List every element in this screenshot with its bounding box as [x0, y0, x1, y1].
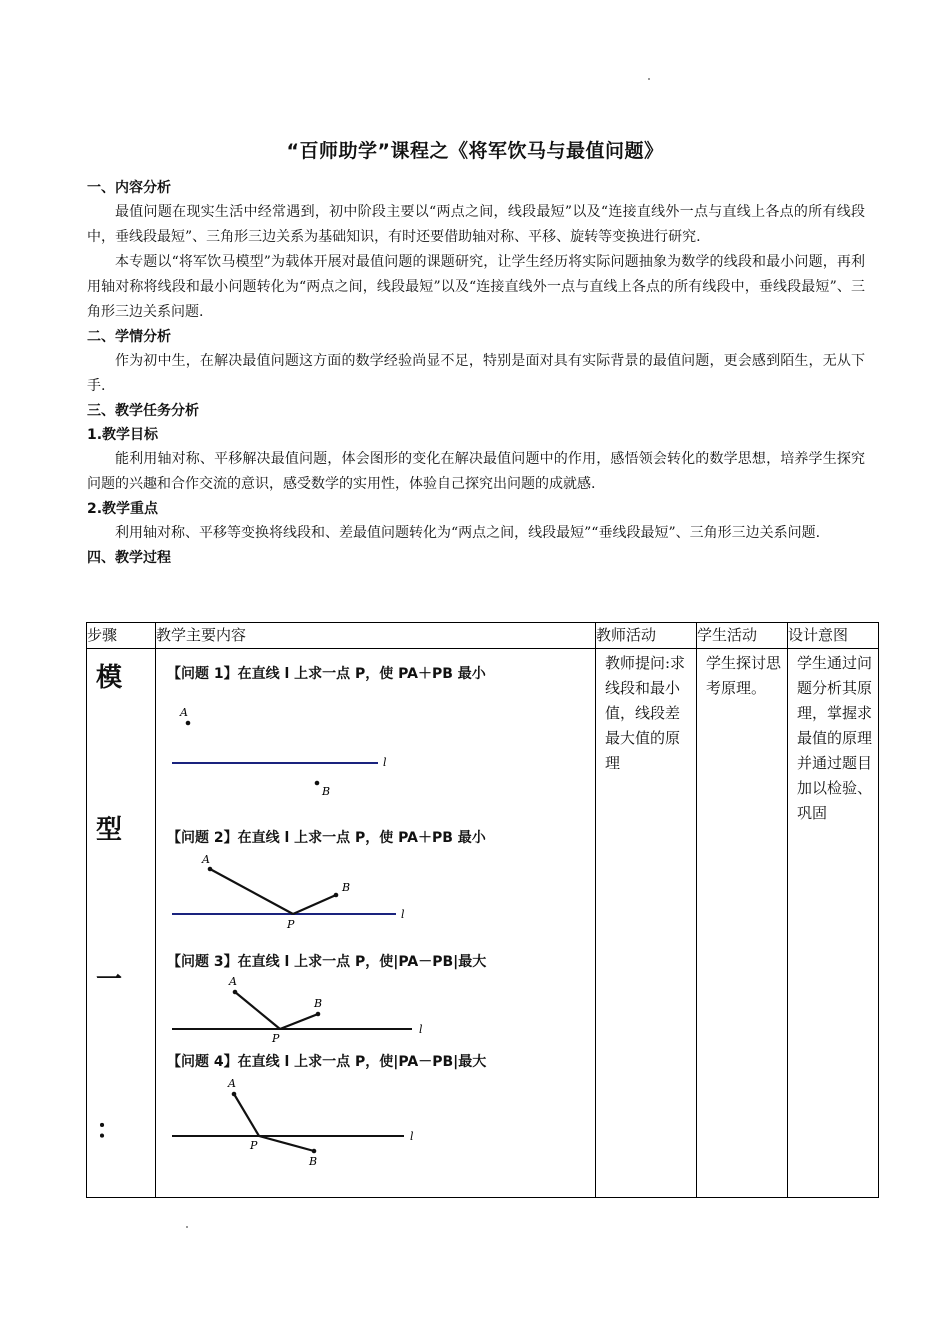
- problem-4-text: 【问题 4】在直线 l 上求一点 P，使|PA－PB|最大: [167, 1054, 487, 1070]
- teaching-process-table: [86, 622, 879, 1198]
- paragraph: 能利用轴对称、平移解决最值问题，体会图形的变化在解决最值问题中的作用，感悟领会转化的数学思想，培养学生探究问题的兴趣和合作交流的意识，感受数学的实用性，体验自己探究出问题的成就感.: [87, 451, 865, 492]
- label-a: A: [202, 853, 210, 866]
- paragraph: 本专题以“将军饮马模型”为载体开展对最值问题的课题研究，让学生经历将实际问题抽象为数学的线段和最小问题，再利用轴对称将线段和最小问题转化为“两点之间，线段最短”以及“连接直线外一点与直线上各点的所有线段中，垂线段最短”、三角形三边关系问题.: [87, 254, 865, 320]
- label-l: l: [410, 1130, 414, 1143]
- label-l: l: [383, 756, 387, 769]
- student-activity-cell: 学生探讨思考原理。: [697, 649, 788, 1198]
- table-header-row: [87, 623, 879, 649]
- header-step: 步骤: [87, 623, 156, 649]
- label-p: P: [287, 918, 295, 931]
- figure-problem-1: [172, 706, 387, 798]
- label-l: l: [419, 1023, 423, 1036]
- point-a: [232, 1092, 237, 1097]
- segment-pa: [235, 992, 280, 1029]
- label-l: l: [401, 908, 405, 921]
- table-row: [87, 649, 879, 1198]
- problem-3-text: 【问题 3】在直线 l 上求一点 P，使|PA－PB|最大: [167, 954, 487, 970]
- teacher-activity-cell: 教师提问:求线段和最小值，线段差最大值的原理: [596, 649, 697, 1198]
- point-a: [233, 990, 238, 995]
- header-student-activity: 学生活动: [697, 623, 788, 649]
- subheading-teaching-focus: 2.教学重点: [87, 501, 159, 517]
- section-heading-task-analysis: 三、教学任务分析: [87, 403, 199, 419]
- design-intent-cell: 学生通过问题分析其原理，掌握求最值的原理并通过题目加以检验、巩固: [788, 649, 879, 1198]
- label-p: P: [250, 1139, 258, 1152]
- figure-problem-2: [172, 853, 405, 931]
- label-b: B: [314, 997, 323, 1010]
- step-char: ：: [96, 1115, 123, 1145]
- subheading-teaching-goals: 1.教学目标: [87, 427, 159, 443]
- segment-pb: [293, 895, 336, 914]
- label-a: A: [180, 706, 188, 719]
- document-title: “百师助学”课程之《将军饮马与最值问题》: [286, 140, 664, 162]
- page-mark-bottom: [186, 1226, 188, 1228]
- section-heading-student-analysis: 二、学情分析: [87, 329, 171, 345]
- point-b: [312, 1149, 317, 1154]
- label-b: B: [342, 881, 351, 894]
- label-a: A: [228, 1077, 236, 1090]
- segment-pa: [210, 869, 293, 914]
- header-design-intent: 设计意图: [788, 623, 879, 649]
- label-b: B: [322, 785, 331, 798]
- geometry-figures: [156, 649, 596, 1197]
- step-char: 型: [96, 815, 123, 845]
- problem-1-text: 【问题 1】在直线 l 上求一点 P，使 PA＋PB 最小: [167, 666, 486, 682]
- paragraph: 最值问题在现实生活中经常遇到，初中阶段主要以“两点之间，线段最短”以及“连接直线外一点与直线上各点的所有线段中，垂线段最短”、三角形三边关系为基础知识，有时还要借助轴对称、平移、旋转等变换进行研究.: [87, 204, 865, 245]
- label-a: A: [229, 975, 237, 988]
- problem-2-text: 【问题 2】在直线 l 上求一点 P，使 PA＋PB 最小: [167, 830, 486, 846]
- step-char: 模: [96, 663, 123, 693]
- point-b: [334, 893, 339, 898]
- header-teacher-activity: 教师活动: [596, 623, 697, 649]
- point-b: [315, 781, 320, 786]
- paragraph: 利用轴对称、平移等变换将线段和、差最值问题转化为“两点之间，线段最短”“垂线段最短”、三角形三边关系问题.: [115, 525, 821, 541]
- section-heading-content-analysis: 一、内容分析: [87, 180, 171, 196]
- figure-problem-4: [172, 1077, 414, 1168]
- header-main-content: 教学主要内容: [156, 623, 596, 649]
- step-cell: [87, 649, 156, 1198]
- section-heading-teaching-process: 四、教学过程: [87, 550, 171, 566]
- page-mark-top: [648, 78, 650, 80]
- label-b: B: [309, 1155, 318, 1168]
- document-body: [87, 176, 865, 570]
- step-char: 一: [96, 965, 123, 995]
- label-p: P: [272, 1032, 280, 1045]
- segment-pb: [280, 1014, 318, 1029]
- point-b: [316, 1012, 321, 1017]
- paragraph: 作为初中生，在解决最值问题这方面的数学经验尚显不足，特别是面对具有实际背景的最值问题，更会感到陌生，无从下手.: [87, 353, 865, 394]
- point-a: [208, 867, 213, 872]
- figure-problem-3: [172, 975, 423, 1045]
- point-a: [186, 721, 191, 726]
- segment-pb: [259, 1136, 314, 1151]
- segment-pa: [234, 1094, 259, 1136]
- main-content-cell: [156, 649, 596, 1198]
